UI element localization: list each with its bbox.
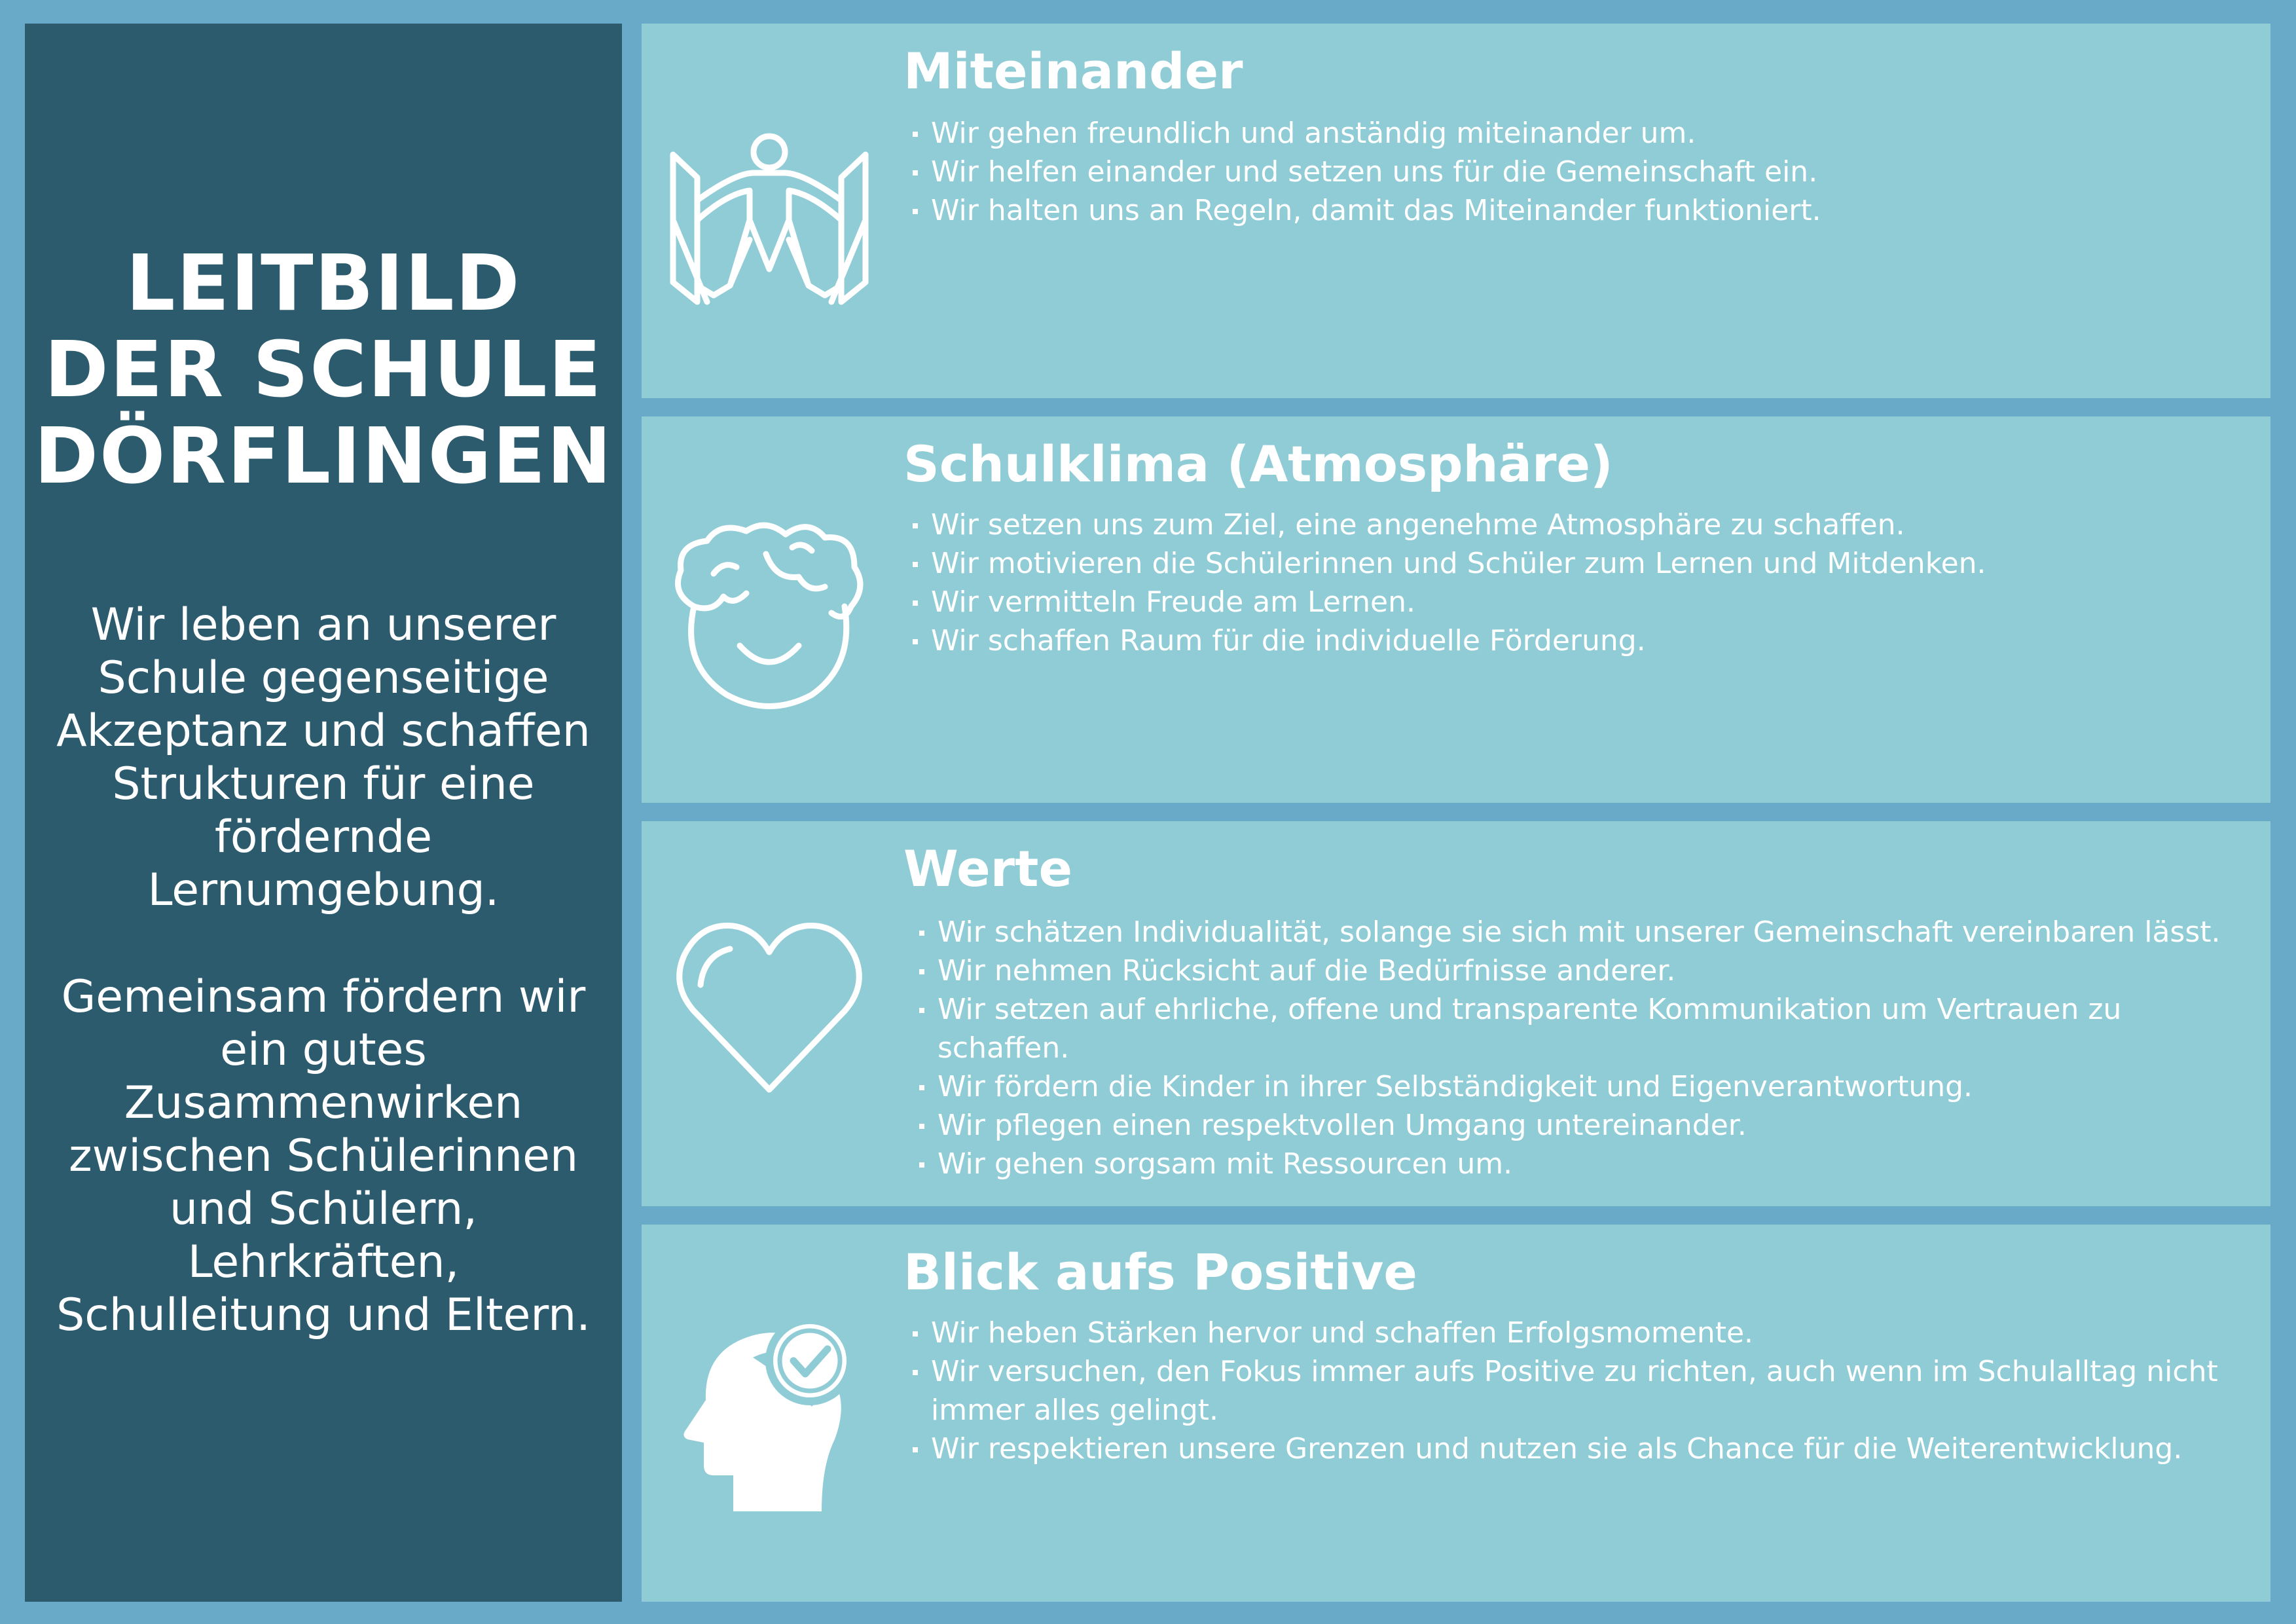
section-title: Blick aufs Positive <box>903 1243 1417 1301</box>
bullet-list <box>910 114 2251 230</box>
intro-text: Wir leben an unserer Schule gegenseitige Akzeptanz und schaffen Strukturen für eine fördernde Lernumgebung. <box>56 599 591 916</box>
list-item: Wir setzen auf ehrliche, offene und transparente Kommunikation um Vertrauen zu schaffen. <box>917 990 2251 1067</box>
section-title: Schulklima (Atmosphäre) <box>903 435 1613 493</box>
sidebar-panel <box>25 24 622 1602</box>
section-title: Werte <box>903 840 1073 898</box>
list-item: Wir setzen uns zum Ziel, eine angenehme Atmosphäre zu schaffen. <box>910 506 2251 544</box>
head-with-checkmark-icon <box>668 1308 871 1511</box>
people-holding-hands-icon <box>668 122 871 325</box>
title-line-1: LEITBILD <box>126 238 521 328</box>
list-item: Wir gehen freundlich und anständig miteinander um. <box>910 114 2251 153</box>
page-title <box>25 240 622 499</box>
list-item: Wir motivieren die Schülerinnen und Schüler zum Lernen und Mitdenken. <box>910 544 2251 583</box>
list-item: Wir fördern die Kinder in ihrer Selbständigkeit und Eigenverantwortung. <box>917 1067 2251 1106</box>
list-item: Wir schaffen Raum für die individuelle Förderung. <box>910 621 2251 660</box>
list-item: Wir nehmen Rücksicht auf die Bedürfnisse anderer. <box>917 951 2251 990</box>
section-miteinander <box>642 24 2270 398</box>
list-item: Wir pflegen einen respektvollen Umgang untereinander. <box>917 1106 2251 1145</box>
title-line-2: DER SCHULE <box>44 324 603 415</box>
heart-icon <box>668 906 871 1109</box>
bullet-list <box>910 1314 2251 1468</box>
section-werte <box>642 821 2270 1206</box>
section-blick-aufs-positive <box>642 1225 2270 1602</box>
section-schulklima <box>642 416 2270 803</box>
smiling-child-face-icon <box>668 515 871 718</box>
closing-text: Gemeinsam fördern wir ein gutes Zusammenwirken zwischen Schülerinnen und Schülern, Lehrkräften, Schulleitung und Eltern. <box>56 971 591 1341</box>
list-item: Wir gehen sorgsam mit Ressourcen um. <box>917 1145 2251 1183</box>
list-item: Wir versuchen, den Fokus immer aufs Positive zu richten, auch wenn im Schulalltag nicht immer alles gelingt. <box>910 1352 2251 1430</box>
section-title: Miteinander <box>903 42 1243 100</box>
list-item: Wir helfen einander und setzen uns für die Gemeinschaft ein. <box>910 153 2251 191</box>
list-item: Wir vermitteln Freude am Lernen. <box>910 583 2251 621</box>
list-item: Wir halten uns an Regeln, damit das Miteinander funktioniert. <box>910 191 2251 230</box>
bullet-list <box>917 913 2251 1183</box>
list-item: Wir respektieren unsere Grenzen und nutzen sie als Chance für die Weiterentwicklung. <box>910 1430 2251 1468</box>
list-item: Wir heben Stärken hervor und schaffen Erfolgsmomente. <box>910 1314 2251 1352</box>
list-item: Wir schätzen Individualität, solange sie sich mit unserer Gemeinschaft vereinbaren lässt. <box>917 913 2251 951</box>
title-line-3: DÖRFLINGEN <box>34 411 613 501</box>
bullet-list <box>910 506 2251 660</box>
